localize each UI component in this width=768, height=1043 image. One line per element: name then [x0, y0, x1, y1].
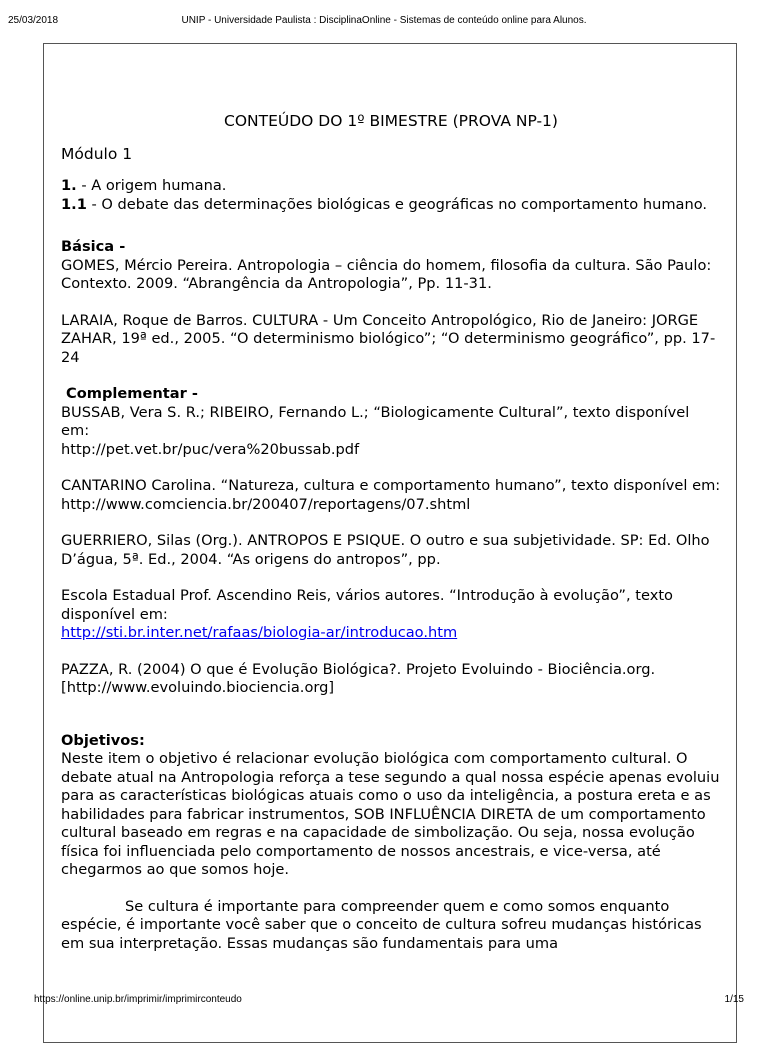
ref-escola-link[interactable]: http://sti.br.inter.net/rafaas/biologia-ar/introducao.htm [61, 624, 458, 641]
ref-cantarino-url: http://www.comciencia.br/200407/reportagens/07.shtml [61, 495, 471, 513]
document-title: CONTEÚDO DO 1º BIMESTRE (PROVA NP-1) [224, 112, 558, 130]
print-footer [0, 988, 768, 1008]
module-heading: Módulo 1 [61, 144, 133, 163]
footer-url: https://online.unip.br/imprimir/imprimirconteudo [34, 994, 242, 1005]
ref-cantarino: CANTARINO Carolina. “Natureza, cultura e comportamento humano”, texto disponível em: [61, 477, 721, 494]
ref-gomes: GOMES, Mércio Pereira. Antropologia – ciência do homem, filosofia da cultura. São Paulo: Contexto. 2009. “Abrangência da Antropologia”, Pp. 11-31. [61, 256, 712, 292]
topic-1-1-number: 1.1 [61, 195, 87, 213]
ref-bussab: BUSSAB, Vera S. R.; RIBEIRO, Fernando L.; “Biologicamente Cultural”, texto disponível em: [61, 403, 690, 439]
topic-1-1-text: - O debate das determinações biológicas e geográficas no comportamento humano. [86, 195, 708, 213]
topic-1-1 [61, 196, 721, 215]
ref-guerriero: GUERRIERO, Silas (Org.). ANTROPOS E PSIQUE. O outro e sua subjetividade. SP: Ed. Olho D’água, 5ª. Ed., 2004. “As origens do antropos”, pp. [61, 532, 710, 568]
objetivos-paragraph: Neste item o objetivo é relacionar evolução biológica com comportamento cultural. O debate atual na Antropologia reforça a tese segundo a qual nossa espécie apenas evoluiu para as características biológicas atuais como o uso da inteligência, a postura ereta e as habilidades para fabricar instrumentos, SOB INFLUÊNCIA DIRETA de um comportamento cultural baseado em regras e na capacidade de simbolização. Ou seja, nossa evolução física foi influenciada pelo comportamento de nossos ancestrais, e vice-versa, até chegarmos ao que somos hoje. [61, 750, 720, 878]
ref-laraia: LARAIA, Roque de Barros. CULTURA - Um Conceito Antropológico, Rio de Janeiro: JORGE ZAHAR, 19ª ed., 2005. “O determinismo biológico”; “O determinismo geográfico”, pp. 17-24 [61, 311, 716, 366]
topic-1-text: - A origem humana. [76, 177, 227, 194]
topic-1-number: 1. [61, 177, 77, 194]
complementar-heading: Complementar - [66, 385, 198, 402]
ref-pazza: PAZZA, R. (2004) O que é Evolução Biológica?. Projeto Evoluindo - Biociência.org. [http://www.evoluindo.biociencia.org] [61, 660, 656, 696]
ref-escola: Escola Estadual Prof. Ascendino Reis, vários autores. “Introdução à evolução”, texto disponível em: [61, 587, 673, 623]
print-date: 25/03/2018 [8, 15, 59, 26]
topic-1 [61, 177, 721, 196]
cultura-paragraph: Se cultura é importante para compreender quem e como somos enquanto espécie, é importante você saber que o conceito de cultura sofreu mudanças históricas em sua interpretação. Essas mudanças são fundamentais para uma [61, 897, 702, 952]
objetivos-heading: Objetivos: [61, 731, 145, 749]
page-number: 1/15 [724, 994, 744, 1005]
print-header [0, 6, 768, 30]
document-content [61, 112, 721, 953]
ref-bussab-url: http://pet.vet.br/puc/vera%20bussab.pdf [61, 440, 360, 458]
basica-heading: Básica - [61, 238, 126, 255]
print-page-title: UNIP - Universidade Paulista : DisciplinaOnline - Sistemas de conteúdo online para Alunos. [181, 15, 587, 26]
